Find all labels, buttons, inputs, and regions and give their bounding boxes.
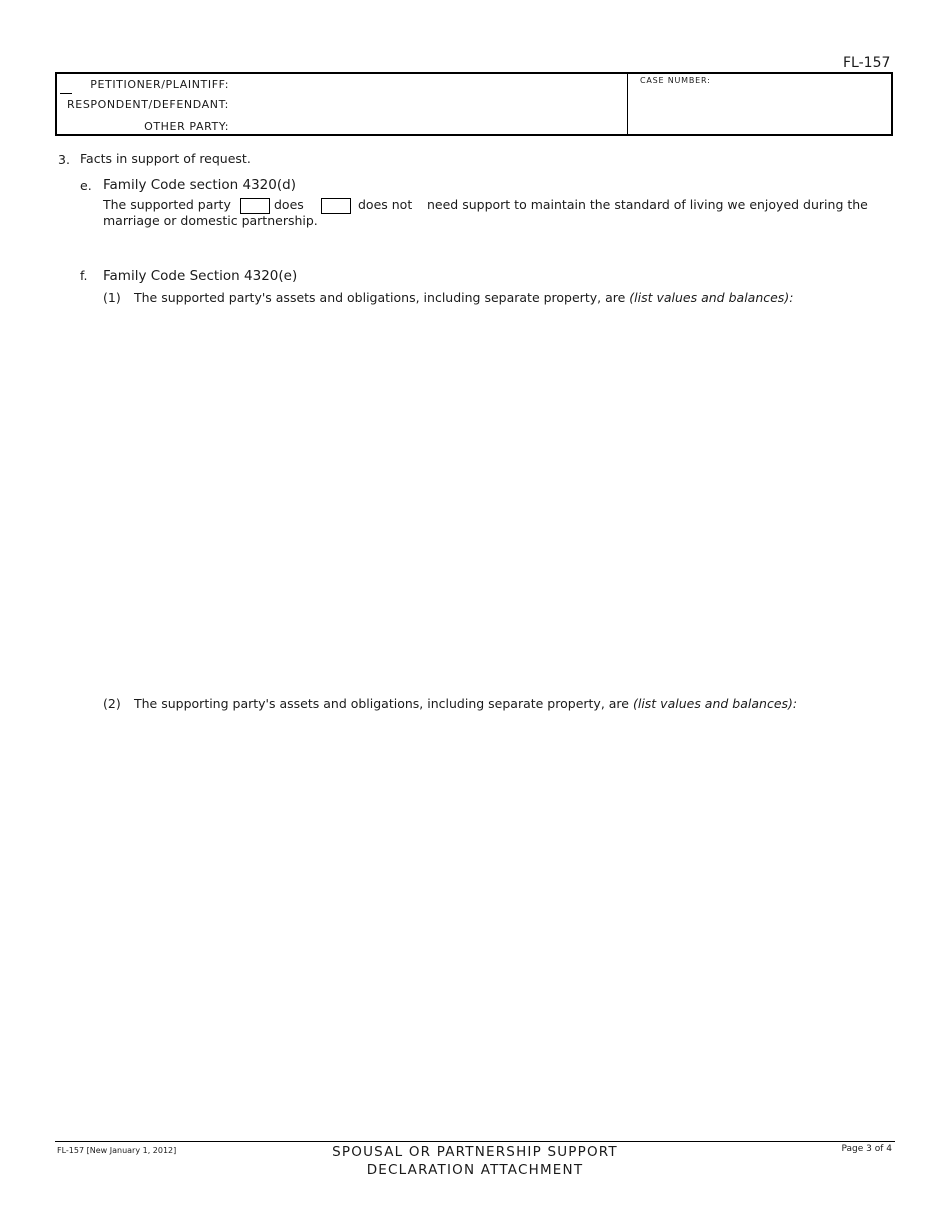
item-f-heading: Family Code Section 4320(e) xyxy=(103,268,298,284)
sub1-text-plain: The supported party's assets and obligations, including separate property, are xyxy=(134,290,630,305)
page-number: Page 3 of 4 xyxy=(841,1144,892,1154)
case-number-label: CASE NUMBER: xyxy=(640,76,711,85)
footer-rule xyxy=(55,1141,895,1142)
caption-mark xyxy=(60,93,72,94)
sub2-text-italic: (list values and balances): xyxy=(632,696,798,711)
supporting-party-assets-field[interactable] xyxy=(103,718,893,1128)
section-number: 3. xyxy=(58,152,70,167)
sub1-text xyxy=(134,290,793,305)
respondent-label: RESPONDENT/DEFENDANT: xyxy=(67,98,229,111)
case-caption-box xyxy=(55,72,893,136)
other-party-label: OTHER PARTY: xyxy=(144,120,229,133)
item-e-letter: e. xyxy=(80,178,92,193)
footer-title-line2: DECLARATION ATTACHMENT xyxy=(366,1162,584,1178)
section-title: Facts in support of request. xyxy=(80,151,251,166)
does-not-checkbox[interactable] xyxy=(321,198,351,214)
item-e-heading: Family Code section 4320(d) xyxy=(103,177,296,193)
does-label: does xyxy=(274,197,304,212)
sub2-number: (2) xyxy=(103,696,121,711)
item-f-letter: f. xyxy=(80,268,88,283)
item-e-text-line1: need support to maintain the standard of living we enjoyed during the xyxy=(427,197,868,212)
item-e-lead-text: The supported party xyxy=(103,197,231,212)
form-number: FL-157 xyxy=(843,55,891,71)
footer-title-line1: SPOUSAL OR PARTNERSHIP SUPPORT xyxy=(332,1144,618,1160)
sub1-number: (1) xyxy=(103,290,121,305)
caption-divider xyxy=(627,74,628,136)
sub1-text-italic: (list values and balances): xyxy=(629,290,794,305)
sub2-text-plain: The supporting party's assets and obligations, including separate property, are xyxy=(134,696,633,711)
item-e-text-line2: marriage or domestic partnership. xyxy=(103,213,318,228)
does-checkbox[interactable] xyxy=(240,198,270,214)
footer-form-revision: FL-157 [New January 1, 2012] xyxy=(57,1146,177,1155)
petitioner-label: PETITIONER/PLAINTIFF: xyxy=(90,78,229,91)
does-not-label: does not xyxy=(358,197,413,212)
sub2-text xyxy=(134,696,797,711)
footer-title xyxy=(0,1143,950,1179)
supported-party-assets-field[interactable] xyxy=(103,312,893,682)
